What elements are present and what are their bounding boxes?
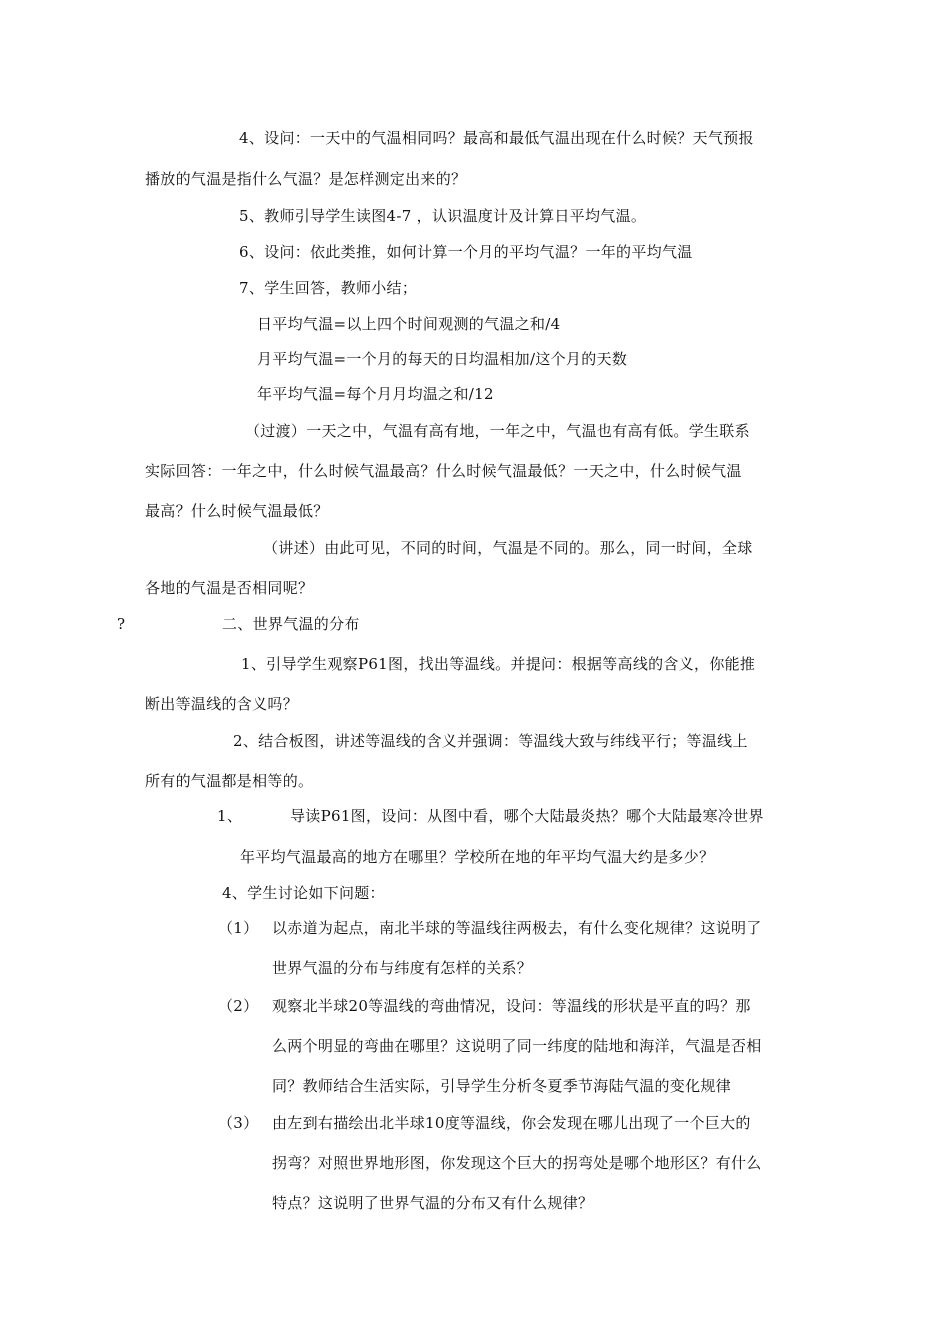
section-heading: 二、世界气温的分布 <box>222 615 360 633</box>
text-line: 断出等温线的含义吗？ <box>145 695 299 713</box>
text-line: 日平均气温=以上四个时间观测的气温之和/4 <box>257 315 561 333</box>
text-line: 最高？什么时候气温最低？ <box>145 502 329 520</box>
text-line: 播放的气温是指什么气温？是怎样测定出来的？ <box>145 170 467 188</box>
text-line: 5、教师引导学生读图4-7 ，认识温度计及计算日平均气温。 <box>239 207 647 225</box>
text-line: 特点？这说明了世界气温的分布又有什么规律？ <box>272 1194 594 1212</box>
text-line: 以赤道为起点，南北半球的等温线往两极去，有什么变化规律？这说明了 <box>272 919 762 937</box>
text-line: 所有的气温都是相等的。 <box>145 772 314 790</box>
text-line: 4、设问：一天中的气温相同吗？最高和最低气温出现在什么时候？天气预报 <box>239 129 754 147</box>
text-line: 世界气温的分布与纬度有怎样的关系？ <box>272 959 533 977</box>
text-line: 4、学生讨论如下问题： <box>222 884 385 902</box>
text-line: 年平均气温最高的地方在哪里？学校所在地的年平均气温大约是多少？ <box>240 848 715 866</box>
text-line: 7、学生回答，教师小结； <box>239 279 418 297</box>
list-number: （2） <box>218 997 259 1015</box>
text-line: 实际回答：一年之中，什么时候气温最高？什么时候气温最低？一天之中，什么时候气温 <box>145 462 742 480</box>
text-line: 拐弯？对照世界地形图，你发现这个巨大的拐弯处是哪个地形区？有什么 <box>272 1154 762 1172</box>
list-number: （1） <box>218 919 259 937</box>
text-line: （讲述）由此可见，不同的时间，气温是不同的。那么，同一时间，全球 <box>263 539 753 557</box>
text-line: 年平均气温=每个月月均温之和/12 <box>257 385 494 403</box>
text-line: 么两个明显的弯曲在哪里？这说明了同一纬度的陆地和海洋，气温是否相 <box>272 1037 762 1055</box>
text-line: 6、设问：依此类推，如何计算一个月的平均气温？一年的平均气温 <box>239 243 693 261</box>
text-line: 由左到右描绘出北半球10度等温线，你会发现在哪儿出现了一个巨大的 <box>272 1114 751 1132</box>
text-line: 观察北半球20等温线的弯曲情况，设问：等温线的形状是平直的吗？那 <box>272 997 751 1015</box>
list-number: （3） <box>218 1114 259 1132</box>
text-line: 月平均气温=一个月的每天的日均温相加/这个月的天数 <box>257 350 628 368</box>
text-line: 同？教师结合生活实际，引导学生分析冬夏季节海陆气温的变化规律 <box>272 1077 732 1095</box>
text-line: 2、结合板图，讲述等温线的含义并强调：等温线大致与纬线平行；等温线上 <box>233 732 748 750</box>
text-line: 1、引导学生观察P61图，找出等温线。并提问：根据等高线的含义，你能推 <box>241 655 756 673</box>
list-number: 1、 <box>217 807 243 825</box>
text-line: （过渡）一天之中，气温有高有地，一年之中，气温也有高有低。学生联系 <box>245 422 750 440</box>
text-line: 各地的气温是否相同呢？ <box>145 579 314 597</box>
text-line: 导读P61图，设问：从图中看，哪个大陆最炎热？哪个大陆最寒冷世界 <box>290 807 764 825</box>
stray-mark: ? <box>117 615 126 633</box>
